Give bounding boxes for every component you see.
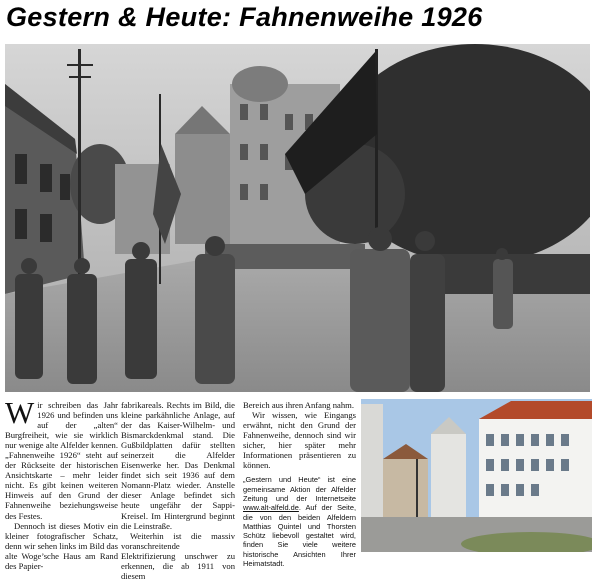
dropcap: W (5, 395, 35, 430)
promo-text-start: „Gestern und Heute“ ist eine gemeinsame Aktion der Alfelder Zeitung und der Internetseite (243, 475, 356, 503)
article-column-1 (5, 395, 118, 571)
article-paragraph-4: Weiterhin ist die massiv voranschreitende Elektrifizierung unschwer zu erkennen, die ab 1911 von diesem (121, 530, 235, 581)
promo-box (243, 475, 356, 568)
article-paragraph-1-text: ir schreiben das Jahr 1926 und befinden uns auf der „alten“ Burgfreiheit, wie sie wirklich nur wenige alte Alfelder kennen. „Fahnenweihe 1926“ steht auf der Rückseite der historischen Ansichtskarte – mehr leider nicht. Es gibt keinen weiteren Hinweis auf den Grund der Fahnenweihe beziehungsweise des Festes. (5, 400, 118, 521)
article-paragraph-2: Dennoch ist dieses Motiv ein kleiner fotografischer Schatz, denn wir sehen links im Bild das alte Woge’sche Haus am Rand des Papier- (5, 520, 118, 571)
website-link[interactable]: www.alt-alfeld.de (243, 503, 299, 513)
modern-photo-graphic (361, 399, 592, 552)
article-column-3 (243, 400, 356, 568)
article-paragraph-6: Wir wissen, wie Eingangs erwähnt, nicht den Grund der Fahnenweihe, dennoch sind wir sicher, hier später mehr Informationen präsentieren zu können. (243, 410, 356, 471)
article-column-2 (121, 400, 235, 581)
promo-text-end: . Auf der Seite, die von den beiden Alfeldern Matthias Quintel und Thorsten Schütz liebevoll gestaltet wird, finden Sie viele weitere historische Ansichten Ihrer Heimatstadt. (243, 503, 356, 568)
article-paragraph-1 (5, 395, 118, 521)
historic-photo (5, 44, 590, 392)
article-paragraph-5: Bereich aus ihren Anfang nahm. (243, 400, 354, 410)
headline: Gestern & Heute: Fahnenweihe 1926 (6, 2, 483, 32)
historic-photo-graphic (5, 44, 590, 392)
modern-photo (361, 399, 592, 552)
article-paragraph-3: fabrikareals. Rechts im Bild, die kleine parkähnliche Anlage, auf der das Kaiser-Wilhelm- und Bismarckdenkmal stand. Die Gußbildplatten dafür stellten seinerzeit die Alfelder Eisenwerke her. Das Denkmal findet sich seit 1936 auf dem Nomann-Platz wieder. Anstelle dieser Anlage befindet sich heute ungefähr der Sappi-Kreisel. Im Hintergrund beginnt die Leinstraße. (121, 400, 235, 531)
